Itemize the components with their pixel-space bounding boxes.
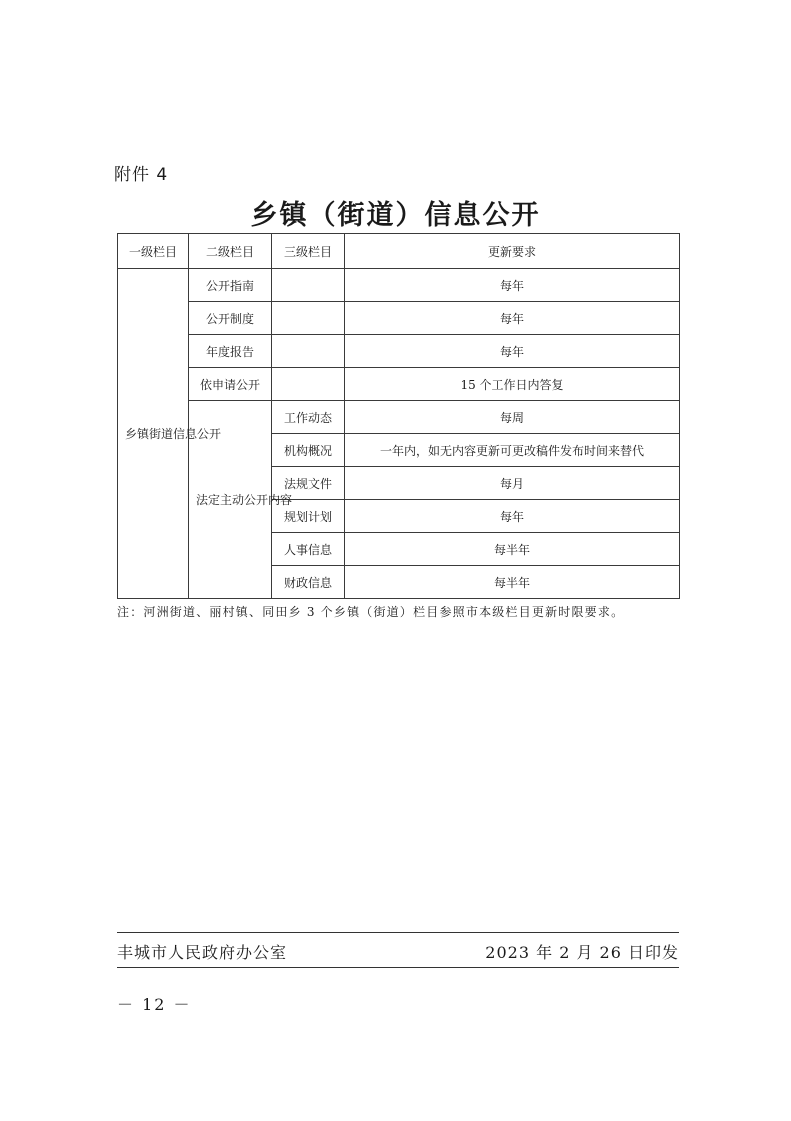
table-row — [118, 335, 680, 368]
table-row — [118, 368, 680, 401]
requirement-cell: 每月 — [345, 467, 680, 500]
page-title: 乡镇（街道）信息公开 — [250, 200, 541, 231]
requirement-cell: 每年 — [345, 335, 680, 368]
requirement-cell: 15 个工作日内答复 — [345, 368, 680, 401]
level3-cell: 工作动态 — [272, 401, 345, 434]
info-disclosure-table — [117, 233, 680, 599]
table-row — [118, 302, 680, 335]
footer-bottom-rule — [117, 967, 679, 968]
requirement-cell: 每年 — [345, 269, 680, 302]
footer-issuer: 丰城市人民政府办公室 — [117, 943, 288, 962]
level1-label: 乡镇街道信息公开 — [125, 426, 222, 441]
table-row — [118, 269, 680, 302]
group-level2-label: 法定主动公开内容 — [196, 492, 293, 507]
header-requirement: 更新要求 — [345, 234, 680, 269]
table-note: 注：河洲街道、丽村镇、同田乡 3 个乡镇（街道）栏目参照市本级栏目更新时限要求。 — [117, 605, 625, 619]
requirement-cell: 一年内，如无内容更新可更改稿件发布时间来替代 — [345, 434, 680, 467]
level2-cell: 年度报告 — [189, 335, 272, 368]
level3-cell: 法规文件 — [272, 467, 345, 500]
requirement-cell: 每半年 — [345, 533, 680, 566]
header-level2: 二级栏目 — [189, 234, 272, 269]
level3-cell — [272, 269, 345, 302]
requirement-cell: 每周 — [345, 401, 680, 434]
level1-cell — [118, 269, 222, 599]
level3-cell: 财政信息 — [272, 566, 345, 599]
level3-cell — [272, 335, 345, 368]
requirement-cell: 每年 — [345, 302, 680, 335]
level2-cell: 公开制度 — [189, 302, 272, 335]
table-header-row — [118, 234, 680, 269]
header-level3: 三级栏目 — [272, 234, 345, 269]
footer-print-date: 2023 年 2 月 26 日印发 — [485, 943, 679, 962]
level3-cell — [272, 302, 345, 335]
level2-cell: 依申请公开 — [189, 368, 272, 401]
level3-cell: 人事信息 — [272, 533, 345, 566]
level2-cell: 公开指南 — [189, 269, 272, 302]
attachment-label: 附件 4 — [114, 165, 169, 185]
level3-cell — [272, 368, 345, 401]
requirement-cell: 每年 — [345, 500, 680, 533]
level3-cell: 机构概况 — [272, 434, 345, 467]
footer-top-rule — [117, 932, 679, 933]
header-level1: 一级栏目 — [118, 234, 189, 269]
page-number: － 12 － — [117, 995, 192, 1014]
requirement-cell: 每半年 — [345, 566, 680, 599]
level3-cell: 规划计划 — [272, 500, 345, 533]
